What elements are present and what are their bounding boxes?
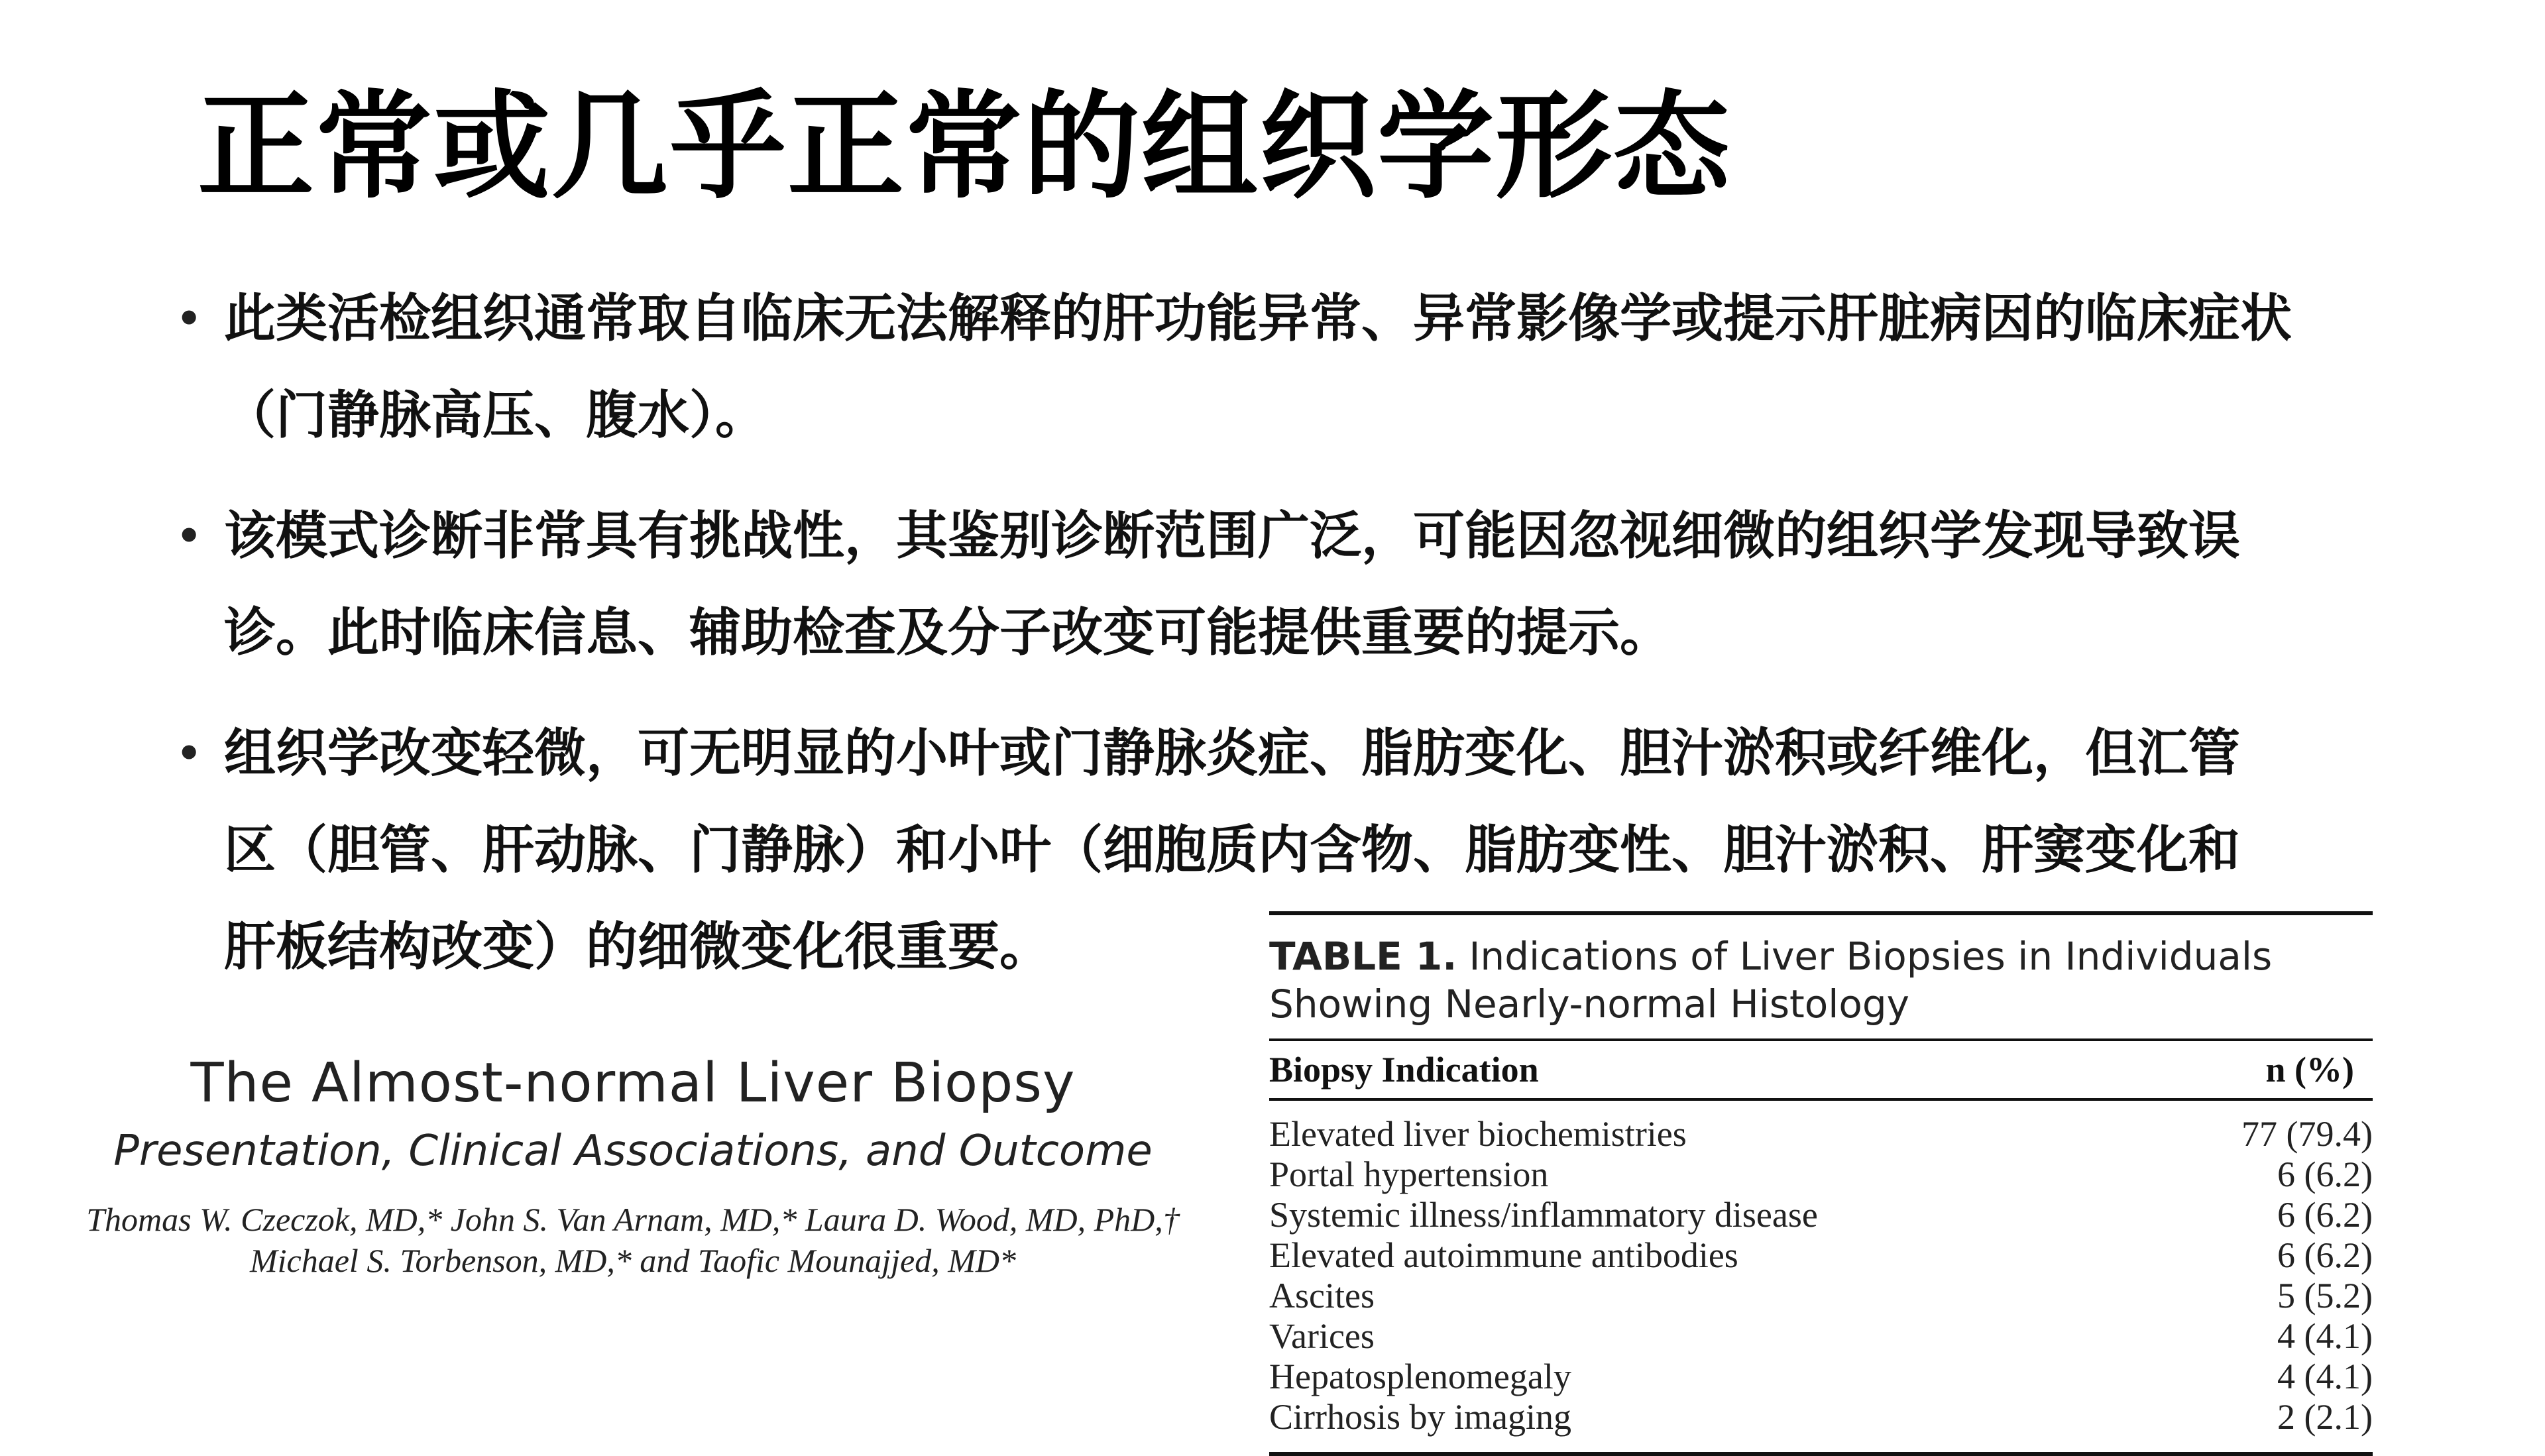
header-indication: Biopsy Indication [1269, 1050, 1539, 1090]
table-caption-text: Indications of Liver Biopsies in Individuals Showing Nearly-normal Histology [1269, 934, 2273, 1027]
table-row [1269, 1235, 2373, 1276]
bullet-text: 此类活检组织通常取自临床无法解释的肝功能异常、异常影像学或提示肝脏病因的临床症状（门静脉高压、腹水）。 [224, 289, 2292, 445]
bullet-item [176, 270, 2337, 464]
table-body [1269, 1101, 2373, 1452]
table-bottom-rule [1269, 1452, 2373, 1456]
cell-value: 4 (4.1) [2277, 1316, 2373, 1356]
bullet-marker: • [176, 296, 202, 342]
table-header-row [1269, 1041, 2373, 1098]
bullet-text: 该模式诊断非常具有挑战性，其鉴别诊断范围广泛，可能因忽视细微的组织学发现导致误诊。此时临床信息、辅助检查及分子改变可能提供重要的提示。 [224, 506, 2241, 663]
cell-value: 5 (5.2) [2277, 1276, 2373, 1316]
table-row [1269, 1357, 2373, 1397]
cell-value: 6 (6.2) [2277, 1195, 2373, 1235]
bullet-text-line: 区（胆管、肝动脉、门静脉）和小叶（细胞质内含物、脂肪变性、胆汁淤积、肝窦变化和 [224, 820, 2241, 880]
slide-title: 正常或几乎正常的组织学形态 [198, 79, 1732, 215]
cell-indication: Portal hypertension [1269, 1154, 1549, 1194]
table-row [1269, 1114, 2373, 1154]
paper-title: The Almost-normal Liver Biopsy [190, 1052, 1076, 1115]
table-row [1269, 1276, 2373, 1316]
bullet-text-line: 肝板结构改变）的细微变化很重要。 [224, 917, 1052, 977]
header-count: n (%) [2265, 1050, 2354, 1090]
bullet-text-line: 组织学改变轻微，可无明显的小叶或门静脉炎症、脂肪变化、胆汁淤积或纤维化，但汇管 [224, 724, 2241, 783]
table-row [1269, 1195, 2373, 1235]
bullet-marker: • [176, 730, 202, 777]
table-row [1269, 1154, 2373, 1195]
bullet-marker: • [176, 513, 202, 559]
bullet-list [176, 270, 2337, 1019]
table-label: TABLE 1. [1269, 934, 1457, 979]
cell-value: 6 (6.2) [2277, 1154, 2373, 1194]
cell-indication: Varices [1269, 1316, 1375, 1356]
paper-subtitle: Presentation, Clinical Associations, and Outcome [113, 1127, 1153, 1176]
cell-indication: Elevated liver biochemistries [1269, 1114, 1687, 1154]
cell-value: 2 (2.1) [2277, 1397, 2373, 1437]
cell-indication: Elevated autoimmune antibodies [1269, 1235, 1738, 1275]
paper-citation [13, 1050, 1253, 1281]
cell-value: 4 (4.1) [2277, 1357, 2373, 1396]
cell-value: 6 (6.2) [2277, 1235, 2373, 1275]
paper-authors-line: Michael S. Torbenson, MD,* and Taofic Mounajjed, MD* [250, 1242, 1016, 1279]
cell-indication: Hepatosplenomegaly [1269, 1357, 1571, 1396]
cell-indication: Systemic illness/inflammatory disease [1269, 1195, 1818, 1235]
cell-value: 77 (79.4) [2241, 1114, 2373, 1154]
cell-indication: Ascites [1269, 1276, 1375, 1316]
paper-authors-line: Thomas W. Czeczok, MD,* John S. Van Arnam, MD,* Laura D. Wood, MD, PhD,† [86, 1201, 1180, 1238]
table-row [1269, 1316, 2373, 1357]
indications-table [1269, 911, 2373, 1456]
cell-indication: Cirrhosis by imaging [1269, 1397, 1571, 1437]
bullet-item [176, 488, 2337, 681]
table-caption [1269, 915, 2373, 1038]
